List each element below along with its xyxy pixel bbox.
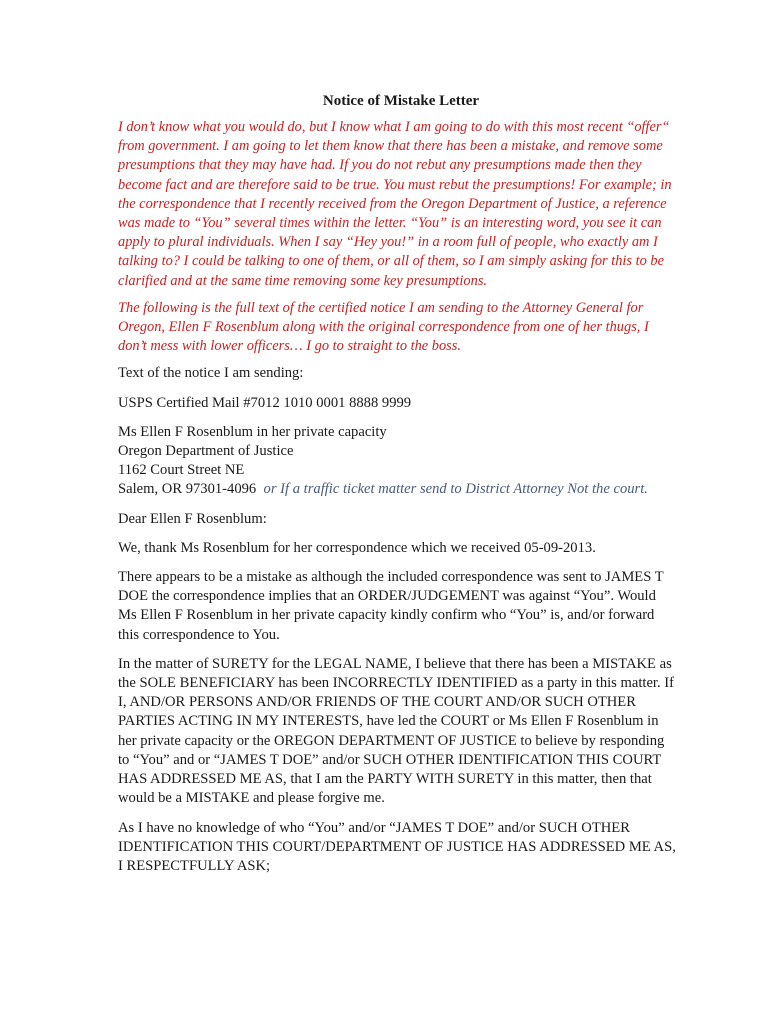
address-line-department: Oregon Department of Justice <box>118 443 294 460</box>
commentary-paragraph-2: The following is the full text of the certified notice I am sending to the Attorney General for Oregon, Ellen F Rosenblum along with the original correspondence from one of her thugs, I don’t mess with lower officers… I go to straight to the boss. <box>118 299 649 355</box>
address-aside-note: or If a traffic ticket matter send to District Attorney Not the court. <box>263 481 648 498</box>
address-line-name: Ms Ellen F Rosenblum in her private capacity <box>118 423 387 440</box>
salutation: Dear Ellen F Rosenblum: <box>118 510 267 527</box>
document-page <box>118 92 678 886</box>
body-paragraph-3: In the matter of SURETY for the LEGAL NAME, I believe that there has been a MISTAKE as the SOLE BENEFICIARY has been INCORRECTLY IDENTIFIED as a party in this matter. If I, AND/OR PERSONS AND/OR FRIENDS OF THE COURT AND/OR SUCH OTHER PARTIES ACTING IN MY INTERESTS, have led the COURT or Ms Ellen F Rosenblum in her private capacity or the OREGON DEPARTMENT OF JUSTICE to believe by responding to “You” and or “JAMES T DOE” and/or SUCH OTHER IDENTIFICATION THIS COURT HAS ADDRESSED ME AS, that I am the PARTY WITH SURETY in this matter, then that would be a MISTAKE and please forgive me. <box>118 655 674 807</box>
commentary-paragraph-1: I don’t know what you would do, but I know what I am going to do with this most recent “offer“ from government. I am going to let them know that there has been a mistake, and remove some presumptions that they may have had. If you do not rebut any presumptions made then they become fact and are therefore said to be true. You must rebut the presumptions! For example; in the correspondence that I recently received from the Oregon Department of Justice, a reference was made to “You” several times within the letter. “You” is an interesting word, you see it can apply to plural individuals. When I say “Hey you!” in a room full of people, who exactly am I talking to? I could be talking to one of them, or all of them, so I am simply asking for this to be clarified and at the same time removing some key presumptions. <box>118 119 672 289</box>
body-paragraph-1: We, thank Ms Rosenblum for her correspondence which we received 05-09-2013. <box>118 539 596 556</box>
body-paragraph-2: There appears to be a mistake as although the included correspondence was sent to JAMES T DOE the correspondence implies that an ORDER/JUDGEMENT was against “You”. Would Ms Ellen F Rosenblum in her private capacity kindly confirm who “You” is, and/or forward this correspondence to You. <box>118 569 664 643</box>
address-city-text: Salem, OR 97301-4096 <box>118 481 257 498</box>
recipient-address <box>118 423 678 500</box>
notice-intro: Text of the notice I am sending: <box>118 365 304 382</box>
address-line-street: 1162 Court Street NE <box>118 462 245 479</box>
document-title: Notice of Mistake Letter <box>322 93 480 109</box>
certified-mail-number: USPS Certified Mail #7012 1010 0001 8888 9999 <box>118 394 412 411</box>
address-line-city <box>118 480 678 499</box>
body-paragraph-4: As I have no knowledge of who “You” and/or “JAMES T DOE” and/or SUCH OTHER IDENTIFICATION THIS COURT/DEPARTMENT OF JUSTICE HAS ADDRESSED ME AS, I RESPECTFULLY ASK; <box>118 819 676 874</box>
